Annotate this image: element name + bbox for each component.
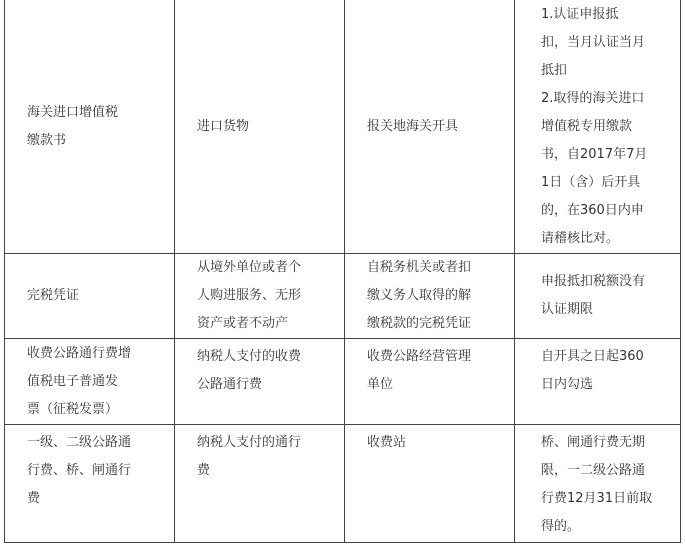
table-cell-deduction-rule <box>515 339 681 425</box>
cell-text-line: 报关地海关开具 <box>367 118 459 134</box>
cell-text-line: 单位 <box>367 377 394 392</box>
cell-text-line: 缴款书 <box>27 132 67 148</box>
cell-text-line: 增值税专用缴款 <box>541 118 633 134</box>
cell-text-line: 行费12月31日前取 <box>541 491 653 506</box>
cell-text-line: 自开具之日起360 <box>541 349 644 364</box>
table-cell-issuer <box>345 254 515 339</box>
table-row <box>5 339 681 425</box>
table-cell-issuer <box>345 339 515 425</box>
cell-text-line: 的，在360日内申 <box>541 202 644 218</box>
table-row <box>5 254 681 339</box>
cell-text-line: 2.取得的海关进口 <box>541 90 645 106</box>
cell-text-line: 书，自2017年7月 <box>541 146 648 162</box>
cell-text-line: 缴税款的完税凭证 <box>367 316 472 331</box>
cell-text-line: 公路通行费 <box>197 377 263 392</box>
cell-text-line: 从境外单位或者个 <box>197 260 302 275</box>
cell-text-line: 纳税人支付的收费 <box>197 349 302 364</box>
cell-text-line: 请稽核比对。 <box>541 230 620 246</box>
cell-text-line: 值税电子普通发 <box>27 373 119 389</box>
table-cell-deduction-rule <box>515 254 681 339</box>
cell-text-line: 抵扣 <box>541 62 568 78</box>
cell-text-line: 费 <box>27 491 41 506</box>
cell-text-line: 桥、闸通行费无期 <box>541 435 646 450</box>
table-cell-deduction-rule <box>515 425 681 543</box>
table-cell-voucher-type <box>5 254 175 339</box>
cell-text-line: 1日（含）后开具 <box>541 174 641 190</box>
table-cell-issuer <box>345 0 515 254</box>
cell-text-line: 限，一二级公路通 <box>541 463 646 478</box>
table-cell-voucher-type <box>5 0 175 254</box>
cell-text-line: 进口货物 <box>197 118 250 134</box>
cell-text-line: 人购进服务、无形 <box>197 288 302 303</box>
table-cell-scope <box>175 425 345 543</box>
table-cell-scope <box>175 254 345 339</box>
cell-text-line: 收费站 <box>367 435 407 450</box>
cell-text-line: 1.认证申报抵 <box>541 6 619 22</box>
cell-text-line: 得的。 <box>541 519 581 534</box>
cell-text-line: 收费公路经营管理 <box>367 349 472 364</box>
cell-text-line: 扣，当月认证当月 <box>541 34 646 50</box>
cell-text-line: 纳税人支付的通行 <box>197 435 302 450</box>
cell-text-line: 申报抵扣税额没有 <box>541 274 646 289</box>
cell-text-line: 费 <box>197 463 211 478</box>
table-row <box>5 0 681 254</box>
cell-text-line: 一级、二级公路通 <box>27 435 132 450</box>
cell-text-line: 认证期限 <box>541 302 594 317</box>
table-cell-issuer <box>345 425 515 543</box>
table-cell-voucher-type <box>5 339 175 425</box>
cell-text-line: 自税务机关或者扣 <box>367 260 472 275</box>
table-cell-deduction-rule <box>515 0 681 254</box>
table-cell-voucher-type <box>5 425 175 543</box>
cell-text-line: 海关进口增值税 <box>27 104 119 120</box>
cell-text-line: 日内勾选 <box>541 377 594 392</box>
cell-text-line: 资产或者不动产 <box>197 316 289 331</box>
table-cell-scope <box>175 339 345 425</box>
table-cell-scope <box>175 0 345 254</box>
cell-text-line: 收费公路通行费增 <box>27 345 132 361</box>
cell-text-line: 完税凭证 <box>27 288 80 303</box>
cell-text-line: 票（征税发票） <box>27 401 119 417</box>
cell-text-line: 行费、桥、闸通行 <box>27 463 132 478</box>
invoice-deduction-table <box>4 0 681 543</box>
table-row <box>5 425 681 543</box>
cell-text-line: 缴义务人取得的解 <box>367 288 472 303</box>
